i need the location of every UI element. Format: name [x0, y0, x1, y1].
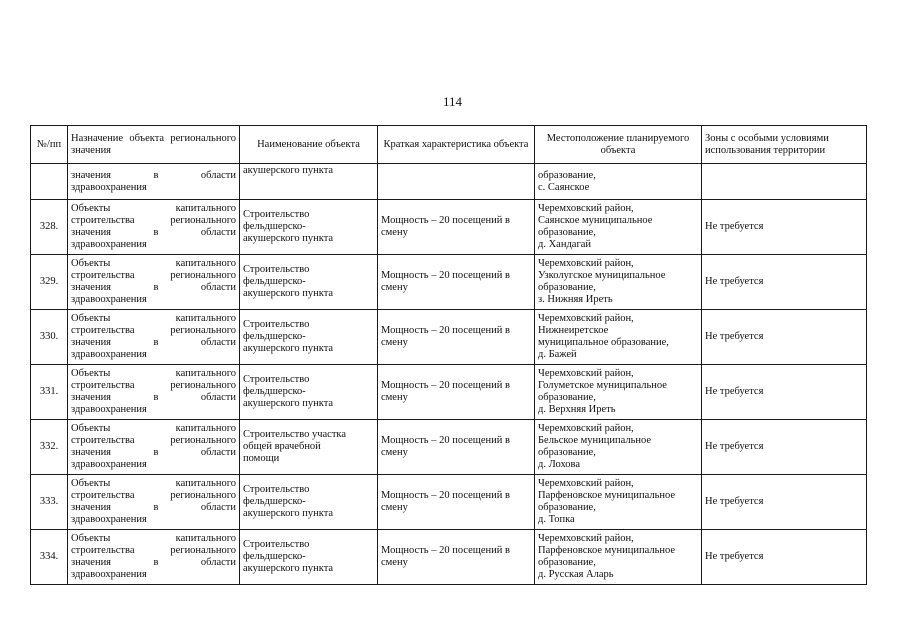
- cell-name: [240, 200, 378, 255]
- cell-purpose: [68, 530, 240, 585]
- cell-line: Строительство: [243, 319, 310, 330]
- table-row: [31, 530, 867, 585]
- cell-line: строительства регионального: [71, 215, 236, 226]
- cell-line: д. Русская Аларь: [538, 569, 614, 580]
- cell-line: Черемховский район,: [538, 478, 634, 489]
- cell-zones: Не требуется: [702, 255, 867, 310]
- cell-line: значения в области: [71, 227, 236, 238]
- cell-characteristic: [378, 530, 535, 585]
- cell-line: акушерского пункта: [243, 508, 334, 519]
- cell-line: здравоохранения: [71, 294, 147, 305]
- cell-line: Объекты капитального: [71, 203, 236, 214]
- cell-line: значения в области: [71, 557, 236, 568]
- cell-zones: [702, 164, 867, 200]
- cell-line: смену: [381, 282, 408, 293]
- table-row-continuation: [31, 164, 867, 200]
- cell-line: Объекты капитального: [71, 423, 236, 434]
- cell-line: д. Лохова: [538, 459, 581, 470]
- cell-purpose: [68, 310, 240, 365]
- cell-name: [240, 310, 378, 365]
- cell-location: [535, 200, 702, 255]
- cell-line: значения в области: [71, 392, 236, 403]
- table-row: [31, 475, 867, 530]
- cell-location: [535, 255, 702, 310]
- cell-line: акушерского пункта: [243, 563, 334, 574]
- cell-line: Мощность – 20 посещений в: [381, 325, 510, 336]
- cell-purpose: [68, 164, 240, 200]
- cell-line: Объекты капитального: [71, 313, 236, 324]
- cell-num: 330.: [31, 310, 68, 365]
- cell-zones: Не требуется: [702, 200, 867, 255]
- cell-line: Строительство участка: [243, 429, 347, 440]
- cell-line: акушерского пункта: [243, 233, 334, 244]
- cell-line: Мощность – 20 посещений в: [381, 215, 510, 226]
- cell-num: 331.: [31, 365, 68, 420]
- cell-line: Узколугское муниципальное: [538, 270, 666, 281]
- cell-line: Черемховский район,: [538, 258, 634, 269]
- cell-line: д. Топка: [538, 514, 575, 525]
- cell-line: строительства регионального: [71, 270, 236, 281]
- cell-name: [240, 365, 378, 420]
- cell-characteristic: [378, 200, 535, 255]
- cell-characteristic: [378, 255, 535, 310]
- cell-num: 333.: [31, 475, 68, 530]
- cell-line: Объекты капитального: [71, 368, 236, 379]
- cell-location: [535, 365, 702, 420]
- cell-line: образование,: [538, 282, 596, 293]
- header-name: Наименование объекта: [240, 126, 378, 164]
- cell-line: здравоохранения: [71, 404, 147, 415]
- cell-line: образование,: [538, 502, 596, 513]
- cell-num: 328.: [31, 200, 68, 255]
- cell-line: Черемховский район,: [538, 423, 634, 434]
- cell-line: помощи: [243, 453, 280, 464]
- cell-line: Объекты капитального: [71, 533, 236, 544]
- cell-zones: Не требуется: [702, 475, 867, 530]
- cell-line: Мощность – 20 посещений в: [381, 270, 510, 281]
- cell-name: [240, 255, 378, 310]
- cell-characteristic: [378, 164, 535, 200]
- cell-line: з. Нижняя Иреть: [538, 294, 613, 305]
- cell-location: [535, 164, 702, 200]
- cell-line: Объекты капитального: [71, 258, 236, 269]
- cell-line: образование,: [538, 169, 596, 181]
- cell-line: образование,: [538, 227, 596, 238]
- cell-line: смену: [381, 337, 408, 348]
- cell-line: акушерского пункта: [243, 288, 334, 299]
- cell-line: общей врачебной: [243, 441, 321, 452]
- cell-line: д. Верхняя Иреть: [538, 404, 616, 415]
- cell-line: здравоохранения: [71, 569, 147, 580]
- cell-line: образование,: [538, 447, 596, 458]
- cell-line: смену: [381, 392, 408, 403]
- cell-line: Мощность – 20 посещений в: [381, 380, 510, 391]
- cell-line: фельдшерско-: [243, 386, 306, 397]
- cell-line: Строительство: [243, 539, 310, 550]
- cell-name: [240, 420, 378, 475]
- cell-line: Черемховский район,: [538, 203, 634, 214]
- cell-zones: Не требуется: [702, 310, 867, 365]
- cell-line: Черемховский район,: [538, 533, 634, 544]
- cell-line: здравоохранения: [71, 181, 147, 193]
- cell-line: акушерского пункта: [243, 343, 334, 354]
- cell-num: 332.: [31, 420, 68, 475]
- cell-location: [535, 475, 702, 530]
- cell-line: муниципальное образование,: [538, 337, 669, 348]
- cell-location: [535, 420, 702, 475]
- cell-line: Нижнеиретское: [538, 325, 609, 336]
- cell-num: [31, 164, 68, 200]
- cell-num: 334.: [31, 530, 68, 585]
- cell-line: Строительство: [243, 264, 310, 275]
- cell-line: смену: [381, 557, 408, 568]
- cell-line: Парфеновское муниципальное: [538, 545, 676, 556]
- table-header-row: [31, 126, 867, 164]
- cell-name: [240, 475, 378, 530]
- cell-location: [535, 530, 702, 585]
- page-number: 114: [442, 94, 463, 109]
- cell-line: акушерского пункта: [243, 398, 334, 409]
- cell-zones: Не требуется: [702, 420, 867, 475]
- cell-line: Мощность – 20 посещений в: [381, 545, 510, 556]
- cell-line: строительства регионального: [71, 490, 236, 501]
- cell-line: Строительство: [243, 374, 310, 385]
- cell-line: строительства регионального: [71, 325, 236, 336]
- cell-line: смену: [381, 227, 408, 238]
- cell-line: строительства регионального: [71, 380, 236, 391]
- cell-line: значения в области: [71, 282, 236, 293]
- cell-name: [240, 530, 378, 585]
- cell-line: фельдшерско-: [243, 331, 306, 342]
- cell-line: Строительство: [243, 484, 310, 495]
- cell-line: Парфеновское муниципальное: [538, 490, 676, 501]
- cell-line: здравоохранения: [71, 514, 147, 525]
- cell-line: здравоохранения: [71, 239, 147, 250]
- cell-line: акушерского пункта: [243, 165, 334, 176]
- cell-line: здравоохранения: [71, 349, 147, 360]
- cell-purpose: [68, 420, 240, 475]
- cell-characteristic: [378, 310, 535, 365]
- cell-name: [240, 164, 378, 200]
- cell-line: фельдшерско-: [243, 221, 306, 232]
- cell-line: фельдшерско-: [243, 496, 306, 507]
- cell-line: значения в области: [71, 447, 236, 458]
- cell-line: фельдшерско-: [243, 551, 306, 562]
- cell-line: смену: [381, 447, 408, 458]
- cell-line: Мощность – 20 посещений в: [381, 490, 510, 501]
- table-row: [31, 365, 867, 420]
- cell-line: с. Саянское: [538, 181, 590, 193]
- cell-num: 329.: [31, 255, 68, 310]
- cell-line: Саянское муниципальное: [538, 215, 653, 226]
- cell-line: смену: [381, 502, 408, 513]
- table-row: [31, 255, 867, 310]
- table-row: [31, 420, 867, 475]
- cell-characteristic: [378, 420, 535, 475]
- cell-purpose: [68, 365, 240, 420]
- cell-characteristic: [378, 475, 535, 530]
- cell-line: строительства регионального: [71, 545, 236, 556]
- cell-line: строительства регионального: [71, 435, 236, 446]
- header-zones: Зоны с особыми условиями использования территории: [702, 126, 867, 164]
- table-body: [31, 164, 867, 585]
- header-characteristic: Краткая характеристика объекта: [378, 126, 535, 164]
- cell-line: значения в области: [71, 502, 236, 513]
- cell-line: фельдшерско-: [243, 276, 306, 287]
- cell-line: Голуметское муниципальное: [538, 380, 667, 391]
- cell-line: д. Хандагай: [538, 239, 592, 250]
- cell-characteristic: [378, 365, 535, 420]
- cell-line: Черемховский район,: [538, 368, 634, 379]
- header-location: Местоположение планируемого объекта: [535, 126, 702, 164]
- objects-table: [30, 125, 867, 585]
- cell-purpose: [68, 200, 240, 255]
- cell-line: Черемховский район,: [538, 313, 634, 324]
- cell-zones: Не требуется: [702, 365, 867, 420]
- cell-line: образование,: [538, 392, 596, 403]
- cell-line: значения в области: [71, 337, 236, 348]
- table-row: [31, 310, 867, 365]
- cell-line: образование,: [538, 557, 596, 568]
- cell-line: значения в области: [71, 169, 236, 181]
- table-row: [31, 200, 867, 255]
- cell-line: Мощность – 20 посещений в: [381, 435, 510, 446]
- cell-purpose: [68, 255, 240, 310]
- cell-zones: Не требуется: [702, 530, 867, 585]
- header-purpose: Назначение объекта регионального значения: [68, 126, 240, 164]
- cell-line: Объекты капитального: [71, 478, 236, 489]
- header-num: №/пп: [31, 126, 68, 164]
- cell-line: Бельское муниципальное: [538, 435, 652, 446]
- cell-purpose: [68, 475, 240, 530]
- cell-location: [535, 310, 702, 365]
- cell-line: здравоохранения: [71, 459, 147, 470]
- cell-line: д. Бажей: [538, 349, 577, 360]
- cell-line: Строительство: [243, 209, 310, 220]
